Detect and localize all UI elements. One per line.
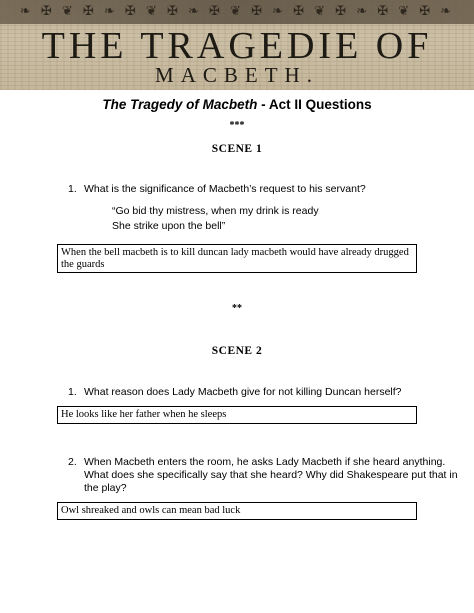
question-text: What reason does Lady Macbeth give for not killing Duncan herself? — [84, 386, 402, 398]
section-divider-middle: ** — [232, 303, 242, 314]
scene-1-question-1 — [68, 183, 448, 197]
quote-line-2: She strike upon the bell” — [112, 220, 226, 232]
scene-2-question-2 — [68, 456, 458, 496]
banner-ornament: ❧ ✠ ❦ ✠ ❧ ✠ ❦ ✠ ❧ ✠ ❦ ✠ ❧ ✠ ❦ ✠ ❧ ✠ ❦ ✠ ❧ — [19, 4, 455, 19]
scene-2-answer-2-box[interactable]: Owl shreaked and owls can mean bad luck — [57, 502, 417, 520]
quote-line-1: “Go bid thy mistress, when my drink is ready — [112, 205, 319, 217]
scene-1-heading: SCENE 1 — [211, 143, 263, 155]
question-line-2: What does she specifically say that she heard? Why did Shakespeare put that in — [84, 469, 458, 481]
heading-subtitle: - Act II Questions — [257, 97, 372, 112]
scene-2-heading: SCENE 2 — [211, 345, 263, 357]
heading-play-title: The Tragedy of Macbeth — [102, 97, 258, 112]
banner-title-line-2: MACBETH. — [155, 63, 319, 87]
scene-2-question-1 — [68, 386, 448, 400]
scene-2-answer-1-box[interactable]: He looks like her father when he sleeps — [57, 406, 417, 424]
banner-title-line-1: THE TRAGEDIE OF — [41, 25, 433, 67]
question-number: 2. — [68, 456, 77, 468]
scene-1-answer-box[interactable]: When the bell macbeth is to kill duncan lady macbeth would have already drugged the guards — [57, 244, 417, 273]
page-heading — [0, 97, 474, 112]
question-number: 1. — [68, 183, 77, 195]
question-number: 1. — [68, 386, 77, 398]
title-banner-image — [0, 0, 474, 90]
question-line-3: the play? — [84, 482, 127, 494]
question-text: What is the significance of Macbeth’s request to his servant? — [84, 183, 366, 195]
question-line-1: When Macbeth enters the room, he asks Lady Macbeth if she heard anything. — [84, 456, 446, 468]
section-divider-top: *** — [229, 120, 245, 131]
